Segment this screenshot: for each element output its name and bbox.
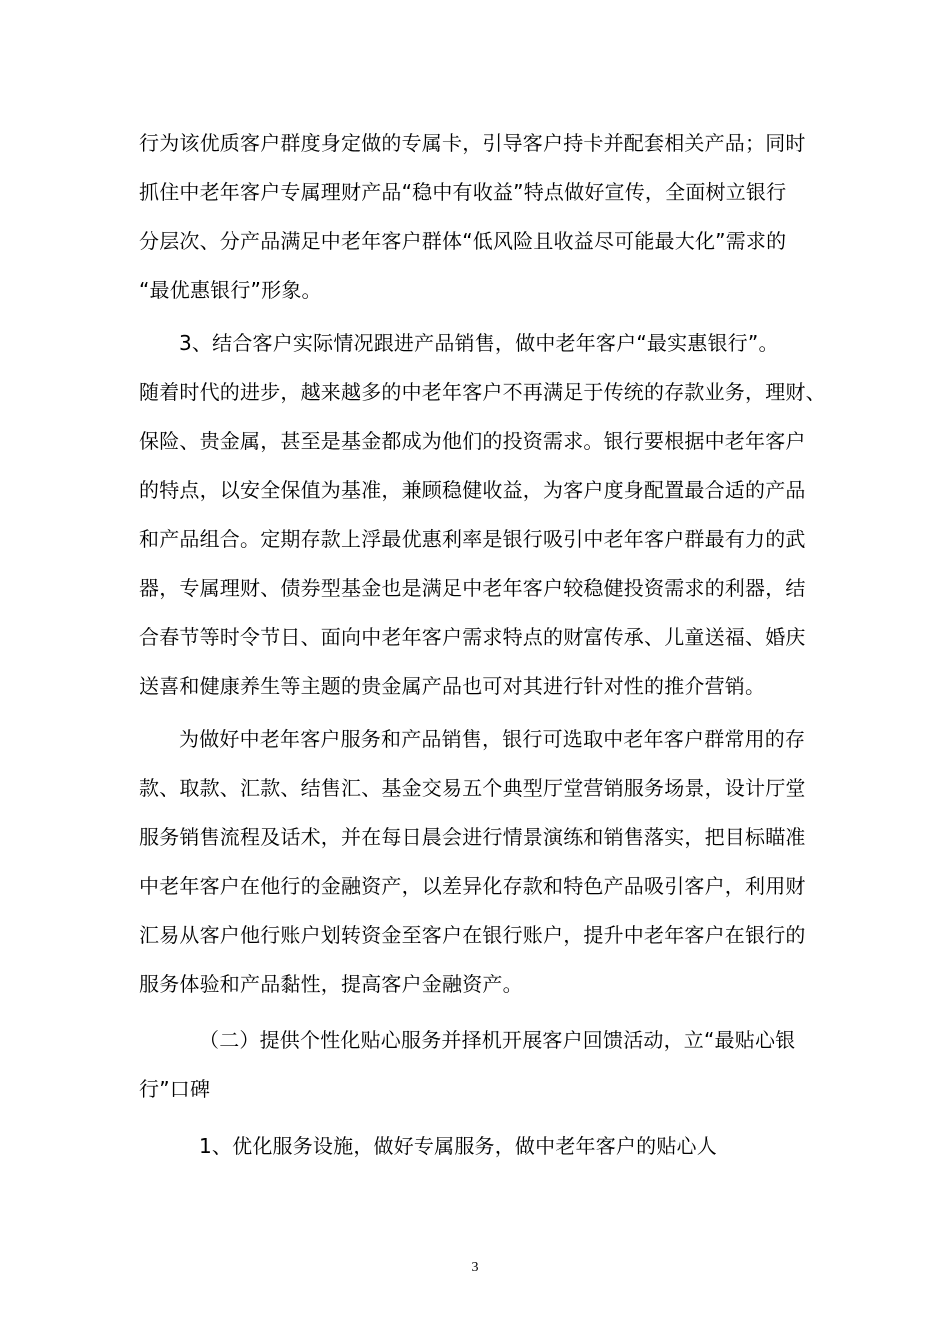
body-text-line: 的特点，以安全保值为基准，兼顾稳健收益，为客户度身配置最合适的产品 bbox=[139, 478, 806, 502]
body-text-line: 款、取款、汇款、结售汇、基金交易五个典型厅堂营销服务场景，设计厅堂 bbox=[139, 776, 806, 800]
numbered-point-heading: 1、优化服务设施，做好专属服务，做中老年客户的贴心人 bbox=[199, 1134, 717, 1158]
body-text-line: 中老年客户在他行的金融资产，以差异化存款和特色产品吸引客户，利用财 bbox=[139, 874, 806, 898]
body-text-line: 行为该优质客户群度身定做的专属卡，引导客户持卡并配套相关产品；同时 bbox=[139, 131, 806, 155]
body-text-line: 合春节等时令节日、面向中老年客户需求特点的财富传承、儿童送福、婚庆 bbox=[139, 625, 806, 649]
section-heading: （二）提供个性化贴心服务并择机开展客户回馈活动，立“最贴心银 bbox=[199, 1028, 796, 1052]
body-text-line: 服务体验和产品黏性，提高客户金融资产。 bbox=[139, 972, 523, 996]
body-text-line: “最优惠银行”形象。 bbox=[139, 278, 322, 302]
body-text-line: 服务销售流程及话术，并在每日晨会进行情景演练和销售落实，把目标瞄准 bbox=[139, 825, 806, 849]
body-text-line: 抓住中老年客户专属理财产品“稳中有收益”特点做好宣传，全面树立银行 bbox=[139, 180, 787, 204]
numbered-point-heading: 3、结合客户实际情况跟进产品销售，做中老年客户“最实惠银行”。 bbox=[179, 331, 779, 355]
page-number: 3 bbox=[471, 1260, 479, 1275]
body-text-line: 保险、贵金属，甚至是基金都成为他们的投资需求。银行要根据中老年客户 bbox=[139, 429, 806, 453]
body-text-line: 器，专属理财、债券型基金也是满足中老年客户较稳健投资需求的利器，结 bbox=[139, 576, 806, 600]
section-heading-continuation: 行”口碑 bbox=[139, 1077, 211, 1101]
body-text-line: 和产品组合。定期存款上浮最优惠利率是银行吸引中老年客户群最有力的武 bbox=[139, 527, 806, 551]
paragraph-start-line: 为做好中老年客户服务和产品销售，银行可选取中老年客户群常用的存 bbox=[179, 727, 806, 751]
body-text-line: 分层次、分产品满足中老年客户群体“低风险且收益尽可能最大化”需求的 bbox=[139, 229, 787, 253]
body-text-line: 随着时代的进步，越来越多的中老年客户不再满足于传统的存款业务，理财、 bbox=[139, 380, 826, 404]
body-text-line: 送喜和健康养生等主题的贵金属产品也可对其进行针对性的推介营销。 bbox=[139, 674, 766, 698]
body-text-line: 汇易从客户他行账户划转资金至客户在银行账户，提升中老年客户在银行的 bbox=[139, 923, 806, 947]
